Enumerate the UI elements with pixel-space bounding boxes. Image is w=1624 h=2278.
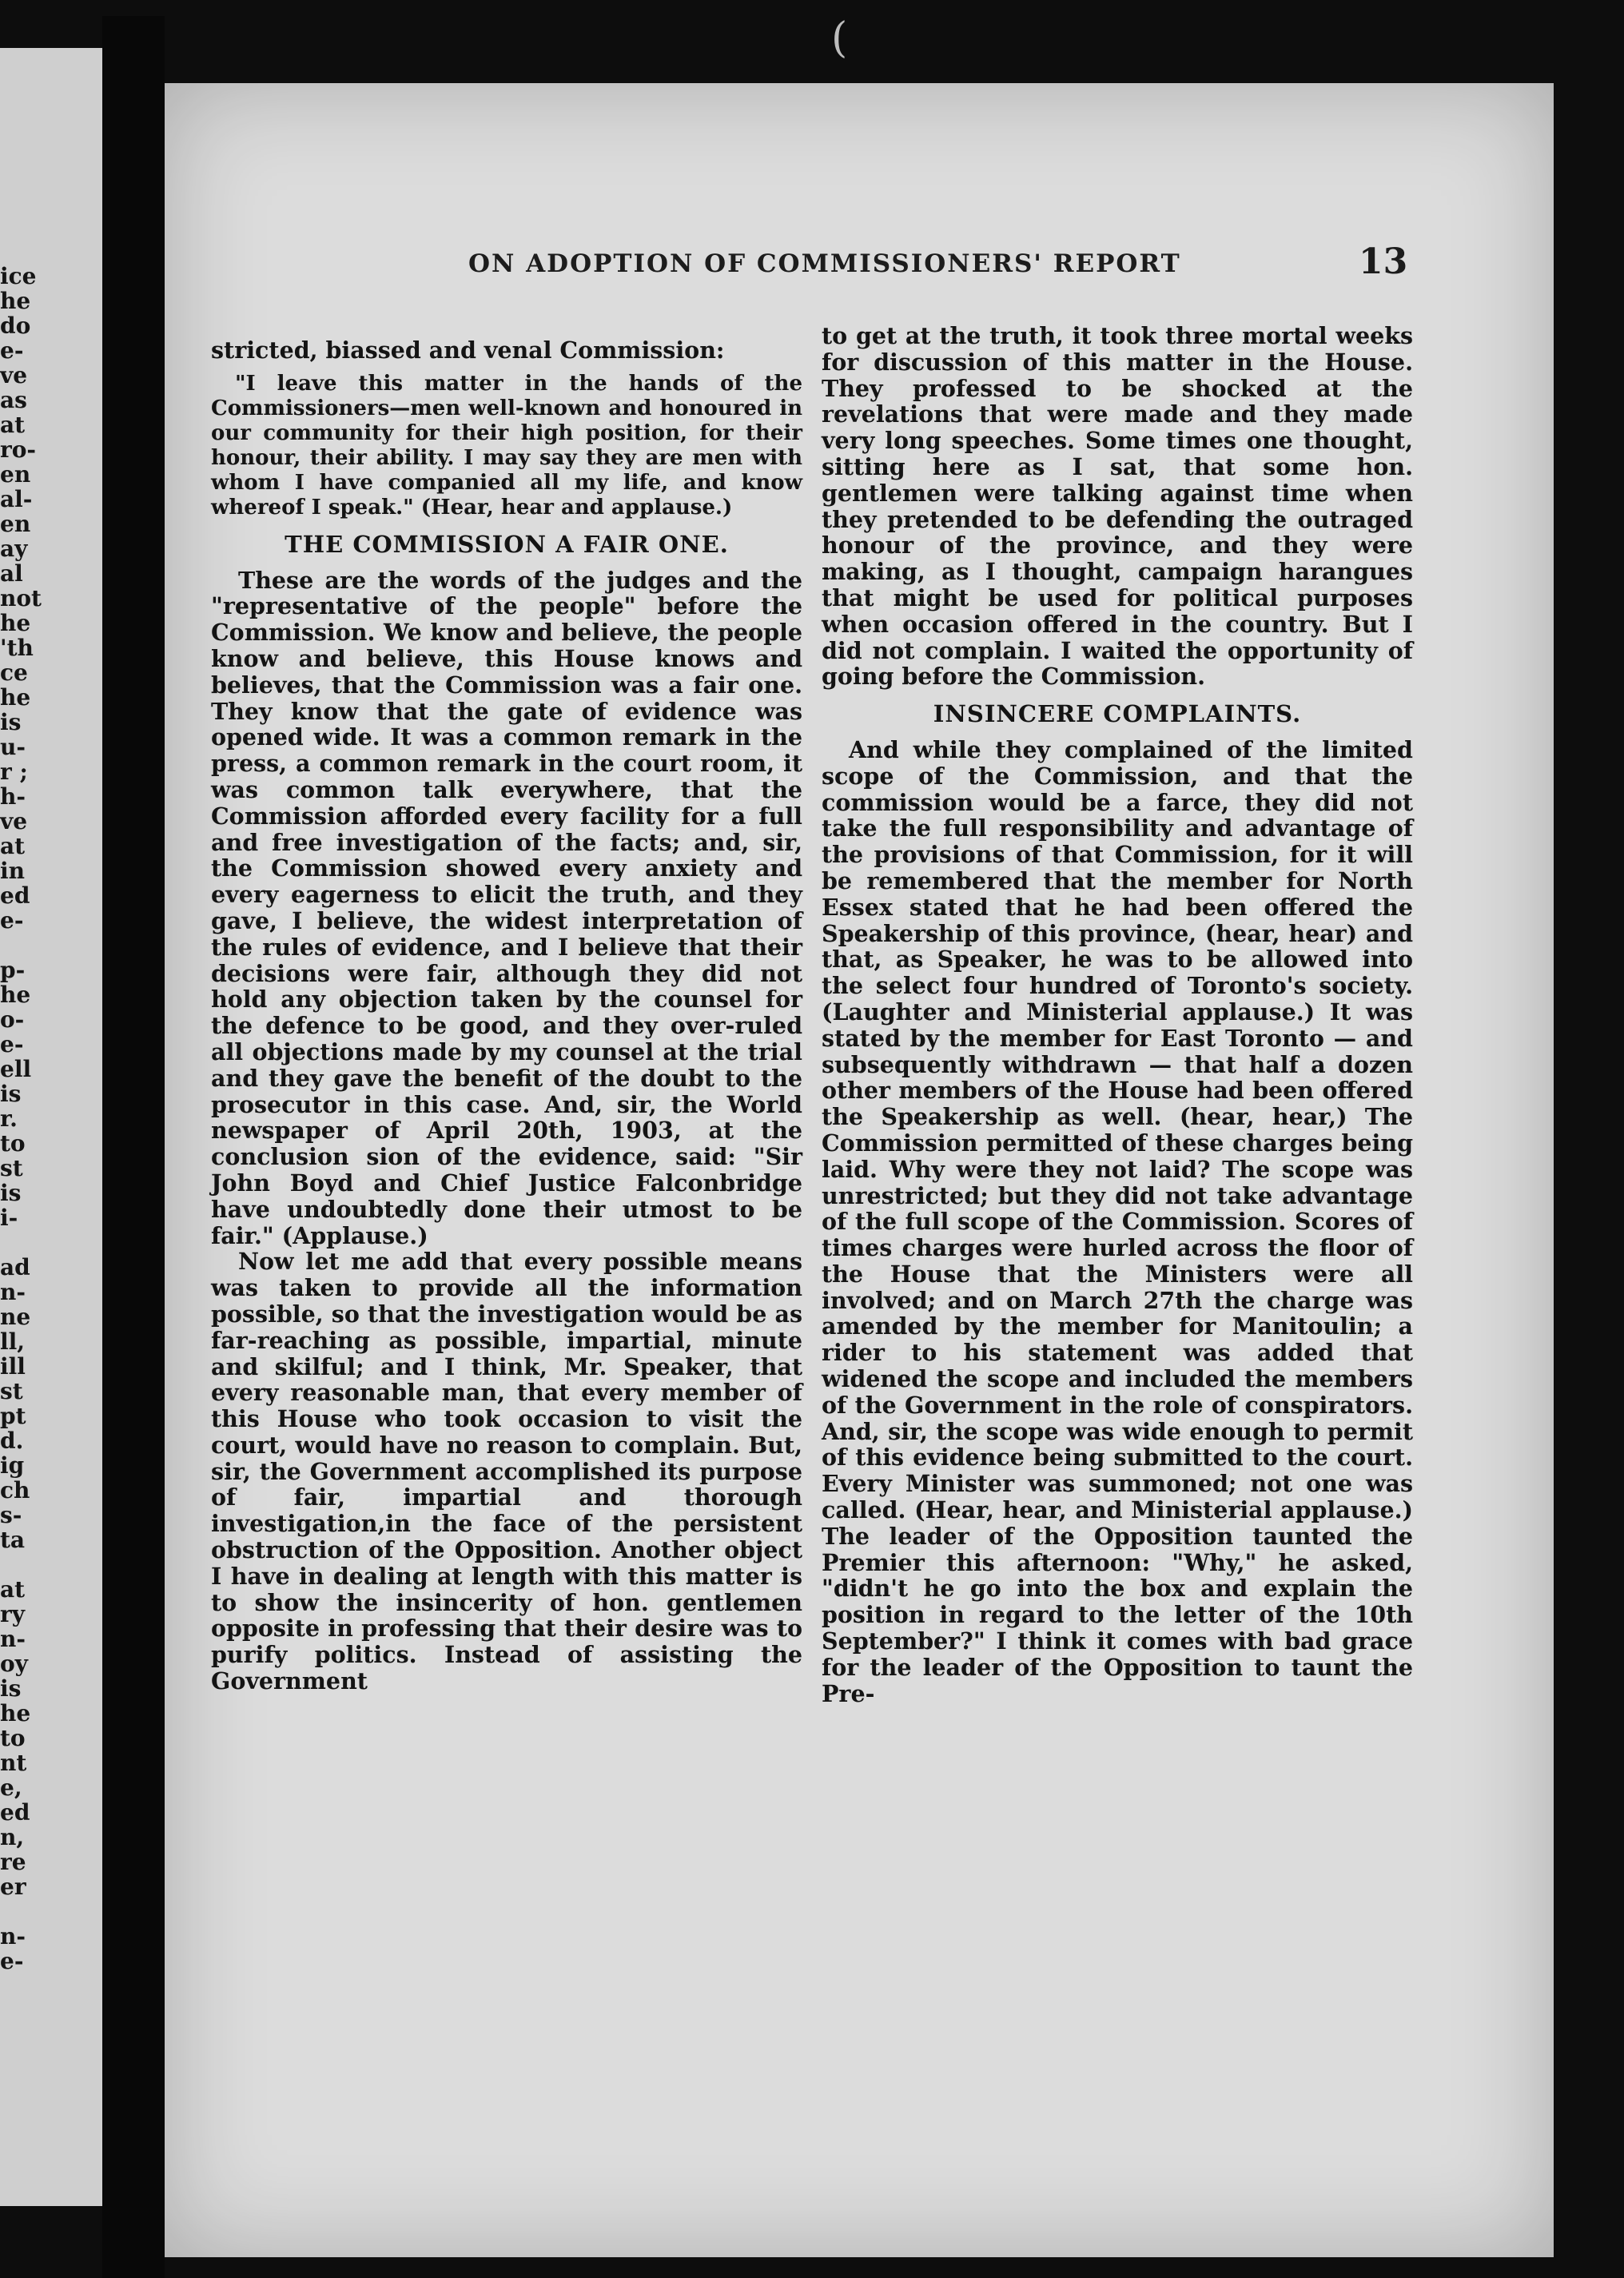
facing-page-fragment: n, [0, 1824, 25, 1850]
facing-page-fragment: r. [0, 1105, 18, 1132]
right-column [822, 323, 1413, 1707]
body-paragraph: Now let me add that every possible means was taken to provide all the information possible, so that the investigation would be as far-reaching as possible, impartial, minute and skilful; and I think, Mr. Speaker, that every reasonable man, that every member of this House who took occasion to visit the court, would have no reason to complain. But, sir, the Government accomplished its purpose of fair, impartial and thorough investigation,in the face of the persistent obstruction of the Opposition. Another object I have in dealing at length with this matter is to show the insincerity of hon. gentlemen opposite in professing that their desire was to purify politics. Instead of assisting the Government [211, 1248, 802, 1695]
facing-page-fragment: do [0, 313, 31, 339]
facing-page-fragment: oy [0, 1651, 28, 1677]
facing-page-fragment: he [0, 1700, 31, 1726]
block-quote: "I leave this matter in the hands of the Commissioners—men well-known and honoured in our community for their high position, for their honour, their ability. I may say they are men with whom I have companied all my life, and know whereof I speak." (Hear, hear and applause.) [211, 371, 802, 520]
facing-page-fragment: e- [0, 1948, 24, 1974]
facing-page-fragment: st [0, 1378, 23, 1404]
facing-page-fragment: at [0, 412, 26, 438]
facing-page-fragment: e- [0, 1031, 24, 1057]
facing-page-fragment: is [0, 1675, 22, 1702]
facing-page-fragment [0, 933, 102, 958]
facing-page-fragment [0, 1899, 102, 1924]
facing-page-fragment: en [0, 461, 31, 488]
facing-page-fragment: 'th [0, 635, 34, 661]
facing-page-fragment: n- [0, 1626, 26, 1652]
facing-page-fragment: en [0, 511, 31, 537]
facing-page-fragment: ve [0, 808, 28, 834]
facing-page-fragment: as [0, 387, 27, 413]
facing-page-fragment: u- [0, 734, 26, 760]
left-column [211, 337, 802, 1695]
facing-page-fragment: r ; [0, 759, 28, 785]
facing-page-fragment: i- [0, 1205, 18, 1231]
facing-page-fragment: ed [0, 882, 30, 909]
facing-page-fragment: is [0, 1180, 22, 1206]
facing-page-fragment: re [0, 1849, 26, 1875]
facing-page-fragment: to [0, 1130, 26, 1157]
facing-page-fragment: is [0, 1081, 22, 1107]
section-heading: THE COMMISSION A FAIR ONE. [285, 530, 729, 558]
pencil-mark: ( [831, 14, 848, 62]
facing-page-fragment: pt [0, 1403, 26, 1429]
facing-page-fragment: e, [0, 1774, 22, 1801]
section-heading: INSINCERE COMPLAINTS. [933, 700, 1302, 728]
facing-page-fragment: ll, [0, 1328, 26, 1355]
facing-page-fragment: nt [0, 1750, 27, 1776]
facing-page-fragment: he [0, 684, 31, 711]
facing-page-text-fragments [0, 264, 102, 2070]
facing-page-fragment: at [0, 1576, 26, 1603]
facing-page-fragment: ve [0, 362, 28, 388]
facing-page-fragment: ne [0, 1304, 31, 1330]
facing-page-fragment: ch [0, 1477, 30, 1503]
facing-page-fragment: er [0, 1874, 26, 1900]
facing-page-fragment: ay [0, 536, 28, 562]
body-paragraph: And while they complained of the limited scope of the Commission, and that the commission would be a farce, they did not take the full responsibility and advantage of the provisions of that Commission, for it will be remembered that the member for North Essex stated that he had been offered the Speakership of this province, (hear, hear) and that, as Speaker, he was to be allowed into the select four hundred of Toronto's society. (Laughter and Ministerial applause.) It was stated by the member for East Toronto — and subsequently withdrawn — that half a dozen other members of the House had been offered the Speakership as well. (hear, hear,) The Commission permitted of these charges being laid. Why were they not laid? The scope was unrestricted; but they did not take advantage of the full scope of the Commission. Scores of times charges were hurled across the floor of the House that the Ministers were all involved; and on March 27th the charge was amended by the member for Manitoulin; a rider to his statement was added that widened the scope and included the members of the Government in the role of conspirators. And, sir, the scope was wide enough to permit of this evidence being submitted to the court. Every Minister was summoned; not one was called. (Hear, hear, and Ministerial applause.) The leader of the Opposition taunted the Premier this afternoon: "Why," he asked, "didn't he go into the box and explain the position in regard to the letter of the 10th September?" I think it comes with bad grace for the leader of the Opposition to taunt the Pre- [822, 735, 1413, 1707]
facing-page-fragment: he [0, 982, 31, 1008]
body-paragraph: stricted, biassed and venal Commission: [211, 337, 725, 364]
facing-page-fragment: at [0, 833, 26, 859]
facing-page-fragment: al [0, 560, 23, 587]
document-page [165, 83, 1554, 2257]
facing-page-fragment: ill [0, 1353, 26, 1380]
facing-page-fragment: ad [0, 1254, 30, 1280]
facing-page-fragment: ell [0, 1056, 32, 1082]
facing-page-fragment: ry [0, 1601, 26, 1627]
facing-page-fragment: n- [0, 1279, 26, 1305]
facing-page-fragment: ro- [0, 436, 37, 463]
facing-page-fragment: ice [0, 264, 37, 289]
facing-page-fragment: not [0, 585, 42, 611]
facing-page-fragment: ig [0, 1452, 25, 1479]
facing-page-fragment: in [0, 858, 25, 884]
running-head: ON ADOPTION OF COMMISSIONERS' REPORT [468, 249, 1181, 278]
facing-page-fragment [0, 1552, 102, 1577]
page-number: 13 [1359, 241, 1408, 282]
facing-page-fragment: e- [0, 337, 24, 364]
facing-page-fragment: ce [0, 659, 28, 686]
body-paragraph: to get at the truth, it took three mortal weeks for discussion of this matter in the House. They professed to be shocked at the revelations that were made and they made very long speeches. Some times one thought, sitting here as I sat, that some hon. gentlemen were talking against time when they pretended to be defending the outraged honour of the province, and they were making, as I thought, campaign harangues that might be used for political purposes when occasion offered in the country. But I did not complain. I waited the opportunity of going before the Commission. [822, 322, 1413, 691]
facing-page-fragment: e- [0, 907, 24, 934]
binding-gutter [102, 16, 165, 2278]
facing-page-fragment: to [0, 1725, 26, 1751]
facing-page-fragment: al- [0, 486, 33, 512]
facing-page-fragment: p- [0, 957, 26, 983]
body-paragraph: These are the words of the judges and the "representative of the people" before the Commission. We know and believe, the people know and believe, this House knows and believes, that the Commission was a fair one. They know that the gate of evidence was opened wide. It was a common remark in the press, a common remark in the court room, it was common talk everywhere, that the Commission afforded every facility for a full and free investigation of the facts; and, sir, the Commission showed every anxiety and every eagerness to elicit the truth, and they gave, I believe, the widest interpretation of the rules of evidence, and I believe that their decisions were fair, although they did not hold any objection taken by the counsel for the defence to be good, and they over-ruled all objections made by my counsel at the trial and they gave the benefit of the doubt to the prosecutor in this case. And, sir, the World newspaper of April 20th, 1903, at the conclusion sion of the evidence, said: "Sir John Boyd and Chief Justice Falconbridge have undoubtedly done their utmost to be fair." (Applause.) [211, 566, 802, 1249]
facing-page-fragment: h- [0, 783, 26, 810]
facing-page-fragment: d. [0, 1428, 24, 1454]
facing-page-fragment: he [0, 610, 31, 636]
facing-page-fragment: st [0, 1155, 23, 1181]
facing-page-fragment [0, 1230, 102, 1255]
facing-page-fragment: o- [0, 1006, 25, 1033]
facing-page-fragment: is [0, 709, 22, 735]
facing-page-fragment: ta [0, 1527, 26, 1553]
facing-page-fragment: ed [0, 1799, 30, 1826]
facing-page-fragment: s- [0, 1502, 22, 1528]
facing-page-fragment: n- [0, 1923, 26, 1949]
facing-page-fragment: he [0, 288, 31, 314]
